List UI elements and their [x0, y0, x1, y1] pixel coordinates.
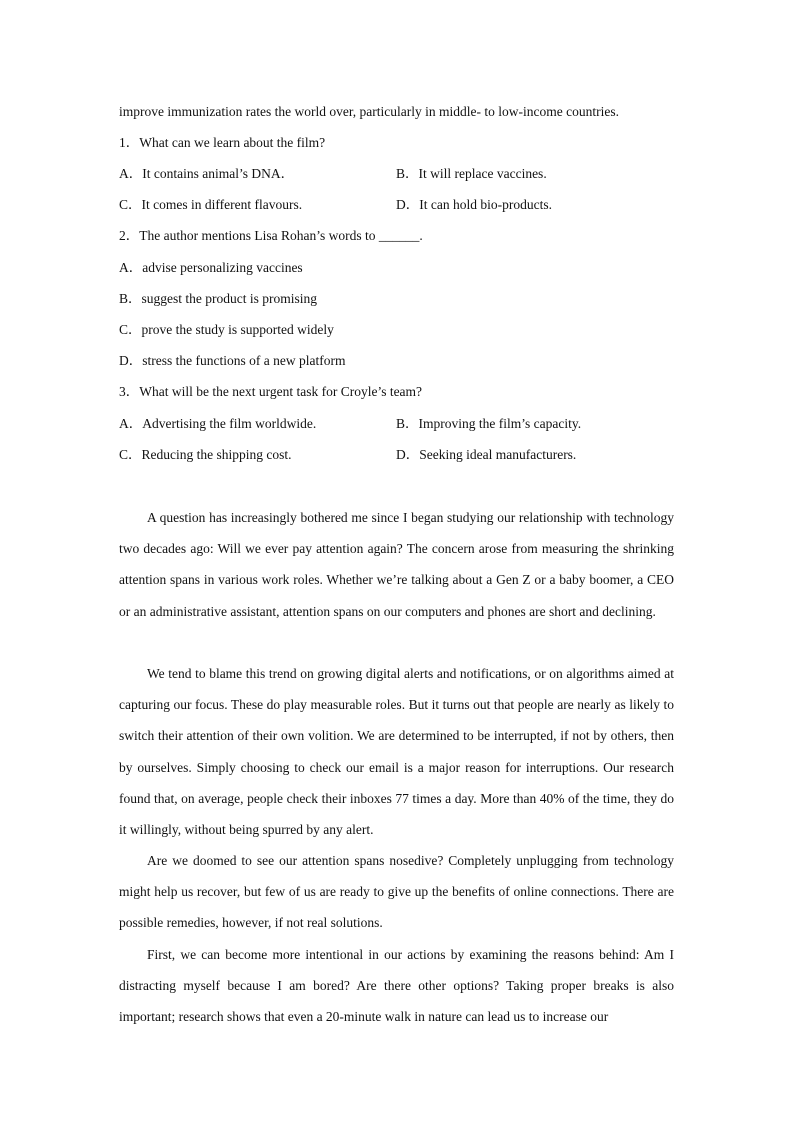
question-3-option-a: A．Advertising the film worldwide.: [119, 416, 317, 431]
passage-paragraph-1: A question has increasingly bothered me since I began studying our relationship with technology two decades ago: Will we ever pay attention again? The concern arose from measuring the shrinking attention spans in various work roles. Whether we’re talking about a Gen Z or a baby boomer, a CEO or an administrative assistant, attention spans on our computers and phones are short and declining.: [119, 510, 674, 619]
question-2-option-a: A．advise personalizing vaccines: [119, 260, 303, 275]
question-2-option-c: C．prove the study is supported widely: [119, 322, 334, 337]
passage-paragraph-4: First, we can become more intentional in our actions by examining the reasons behind: Am I distracting myself because I am bored? Are there other options? Taking proper breaks is also important; research shows that even a 20-minute walk in nature can lead us to increase our: [119, 947, 674, 1025]
passage-paragraph-2: We tend to blame this trend on growing digital alerts and notifications, or on algorithms aimed at capturing our focus. These do play measurable roles. But it turns out that people are nearly as likely to switch their attention of their own volition. We are determined to be interrupted, if not by others, then by ourselves. Simply choosing to check our email is a major reason for interruptions. Our research found that, on average, people check their inboxes 77 times a day. More than 40% of the time, they do it willingly, without being spurred by any alert.: [119, 666, 674, 838]
question-3-option-d: D．Seeking ideal manufacturers.: [396, 447, 577, 462]
question-1-stem: 1．What can we learn about the film?: [119, 135, 326, 150]
question-3-option-c: C．Reducing the shipping cost.: [119, 447, 292, 462]
question-1-option-c: C．It comes in different flavours.: [119, 197, 303, 212]
passage-paragraph-3: Are we doomed to see our attention spans nosedive? Completely unplugging from technology might help us recover, but few of us are ready to give up the benefits of online connections. There are possible remedies, however, if not real solutions.: [119, 853, 674, 931]
question-2-stem: 2．The author mentions Lisa Rohan’s words to ______.: [119, 228, 423, 243]
question-2-option-d: D．stress the functions of a new platform: [119, 353, 346, 368]
question-3-stem: 3．What will be the next urgent task for Croyle’s team?: [119, 384, 423, 399]
question-1-option-d: D．It can hold bio-products.: [396, 197, 552, 212]
question-1-option-b: B．It will replace vaccines.: [396, 166, 547, 181]
question-3-option-b: B．Improving the film’s capacity.: [396, 416, 582, 431]
question-1-option-a: A．It contains animal’s DNA．: [119, 166, 295, 181]
question-2-option-b: B．suggest the product is promising: [119, 291, 317, 306]
passage-continuation-line: improve immunization rates the world over, particularly in middle- to low-income countries.: [119, 104, 619, 119]
